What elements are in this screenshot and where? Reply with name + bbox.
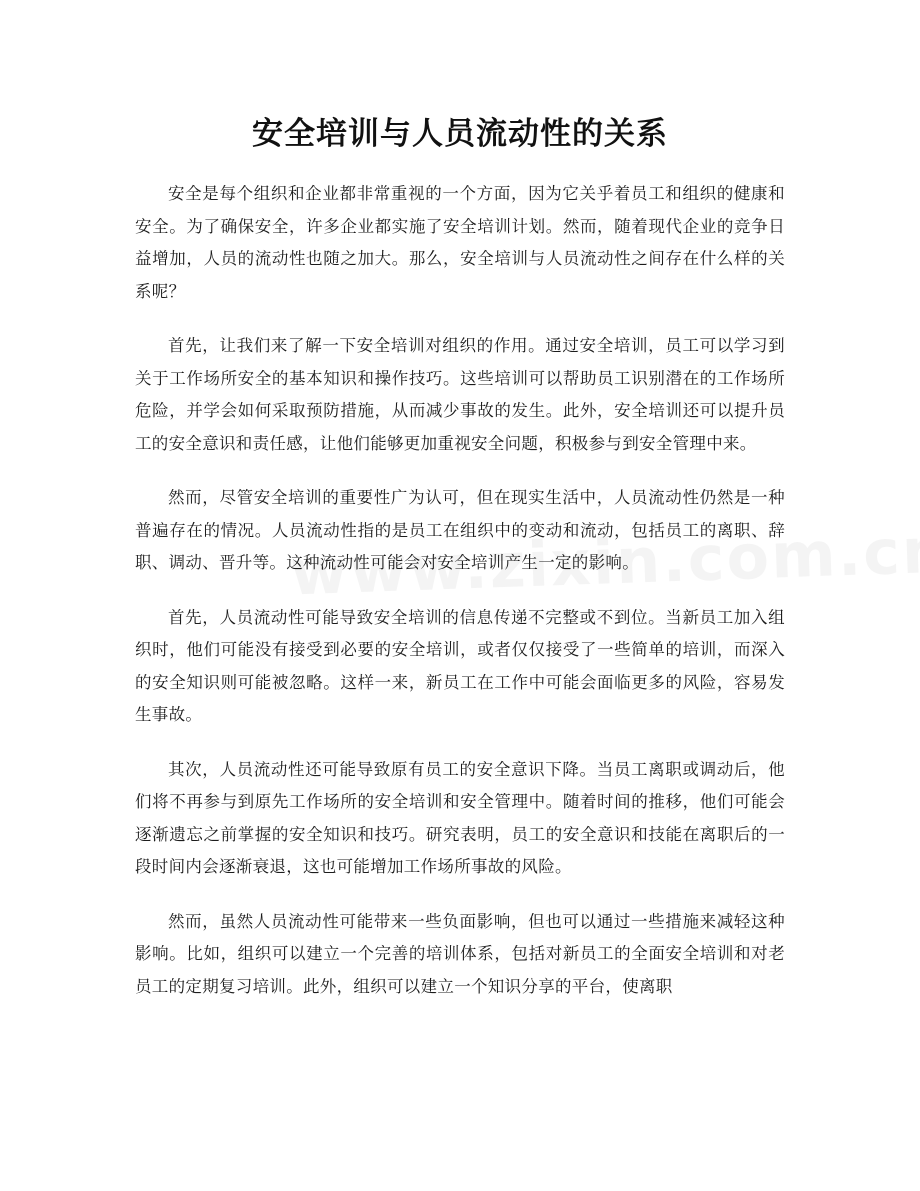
paragraph: 首先，让我们来了解一下安全培训对组织的作用。通过安全培训，员工可以学习到关于工作场所安全的基本知识和操作技巧。这些培训可以帮助员工识别潜在的工作场所危险，并学会如何采取预防措施，从而减少事故的发生。此外，安全培训还可以提升员工的安全意识和责任感，让他们能够更加重视安全问题，积极参与到安全管理中来。 <box>135 336 785 453</box>
document-body <box>135 178 785 1025</box>
paragraph: 安全是每个组织和企业都非常重视的一个方面，因为它关乎着员工和组织的健康和安全。为了确保安全，许多企业都实施了安全培训计划。然而，随着现代企业的竞争日益增加，人员的流动性也随之加大。那么，安全培训与人员流动性之间存在什么样的关系呢？ <box>135 184 785 301</box>
page-title: 安全培训与人员流动性的关系 <box>252 116 668 152</box>
paragraph: 首先，人员流动性可能导致安全培训的信息传递不完整或不到位。当新员工加入组织时，他们可能没有接受到必要的安全培训，或者仅仅接受了一些简单的培训，而深入的安全知识则可能被忽略。这样一来，新员工在工作中可能会面临更多的风险，容易发生事故。 <box>135 607 785 724</box>
paragraph: 然而，尽管安全培训的重要性广为认可，但在现实生活中，人员流动性仍然是一种普遍存在的情况。人员流动性指的是员工在组织中的变动和流动，包括员工的离职、辞职、调动、晋升等。这种流动性可能会对安全培训产生一定的影响。 <box>135 488 785 572</box>
paragraph: 然而，虽然人员流动性可能带来一些负面影响，但也可以通过一些措施来减轻这种影响。比如，组织可以建立一个完善的培训体系，包括对新员工的全面安全培训和对老员工的定期复习培训。此外，组织可以建立一个知识分享的平台，使离职 <box>135 911 785 996</box>
paragraph: 其次，人员流动性还可能导致原有员工的安全意识下降。当员工离职或调动后，他们将不再参与到原先工作场所的安全培训和安全管理中。随着时间的推移，他们可能会逐渐遗忘之前掌握的安全知识和技巧。研究表明，员工的安全意识和技能在离职后的一段时间内会逐渐衰退，这也可能增加工作场所事故的风险。 <box>135 759 785 876</box>
